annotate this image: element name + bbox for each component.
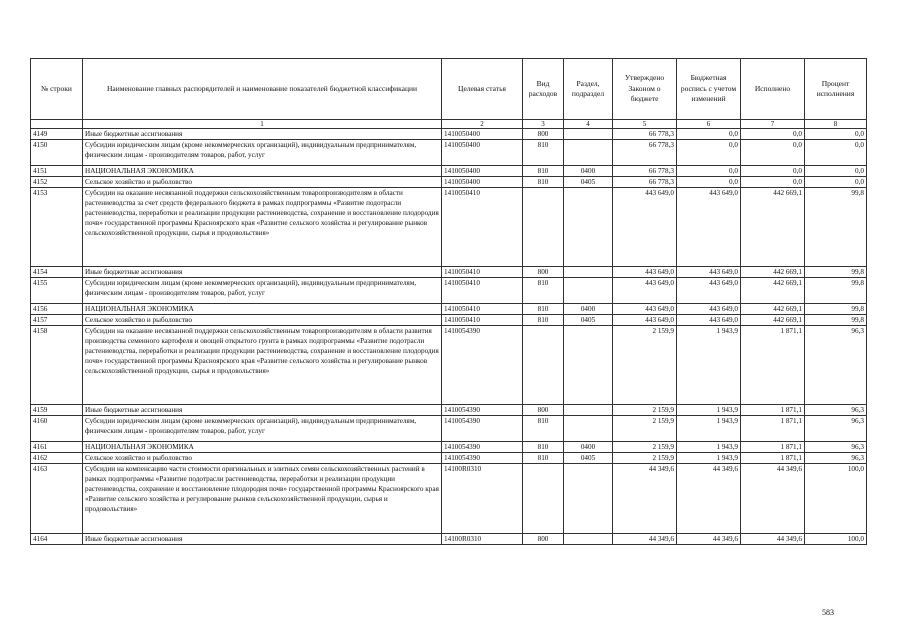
row-approved: 443 649,0	[613, 267, 677, 278]
row-section	[564, 405, 613, 416]
row-type: 810	[523, 315, 564, 326]
row-article: 1410050410	[442, 278, 523, 304]
budget-table	[30, 58, 867, 545]
row-approved: 2 159,9	[613, 442, 677, 453]
header-approved: Утверждено Законом о бюджете	[613, 59, 677, 120]
row-article: 1410050400	[442, 129, 523, 140]
row-budget: 1 943,9	[677, 405, 741, 416]
row-budget: 1 943,9	[677, 442, 741, 453]
row-executed: 0,0	[741, 166, 805, 177]
row-percent: 96,3	[805, 416, 867, 442]
row-approved: 2 159,9	[613, 405, 677, 416]
row-number: 4153	[31, 188, 83, 267]
row-executed: 442 669,1	[741, 315, 805, 326]
header-name: Наименование главных распорядителей и наименование показателей бюджетной классификации	[83, 59, 442, 120]
row-number: 4151	[31, 166, 83, 177]
row-number: 4162	[31, 453, 83, 464]
row-executed: 44 349,6	[741, 534, 805, 545]
row-number: 4157	[31, 315, 83, 326]
table-row	[31, 442, 867, 453]
table-row	[31, 405, 867, 416]
row-approved: 66 778,3	[613, 129, 677, 140]
row-name: Субсидии на оказание несвязанной поддержки сельскохозяйственным товаропроизводителям в области развития производства семенного картофеля и овощей открытого грунта в рамках подпрограммы «Развитие подотрасли растениеводства, переработки и реализации продукции растениеводства, сохранение и восстановление плодородия почв» государственной программы Красноярского края «Развитие сельского хозяйства и регулирование рынков сельскохозяйственной продукции, сырья и продовольствия»	[83, 326, 442, 405]
row-name: Субсидии на компенсацию части стоимости оригинальных и элитных семян сельскохозяйственных растений в рамках подпрограммы «Развитие подотрасли растениеводства, переработки и реализации продукции растениеводства, сохранение и восстановление плодородия почв» государственной программы Красноярского края «Развитие сельского хозяйства и регулирование рынков сельскохозяйственной продукции, сырья и продовольствия»	[83, 464, 442, 534]
row-name: Сельское хозяйство и рыболовство	[83, 453, 442, 464]
row-budget: 443 649,0	[677, 278, 741, 304]
row-approved: 44 349,6	[613, 464, 677, 534]
row-number: 4150	[31, 140, 83, 166]
row-type	[523, 326, 564, 405]
row-section	[564, 140, 613, 166]
row-budget: 1 943,9	[677, 416, 741, 442]
row-section: 0400	[564, 442, 613, 453]
header-expense-type: Вид расходов	[523, 59, 564, 120]
row-budget: 0,0	[677, 177, 741, 188]
table-row	[31, 166, 867, 177]
row-executed: 442 669,1	[741, 304, 805, 315]
row-type	[523, 464, 564, 534]
row-article: 1410054390	[442, 416, 523, 442]
row-percent: 0,0	[805, 140, 867, 166]
row-type: 810	[523, 304, 564, 315]
row-type: 810	[523, 166, 564, 177]
table-row	[31, 416, 867, 442]
row-budget: 0,0	[677, 140, 741, 166]
row-number: 4155	[31, 278, 83, 304]
row-budget: 0,0	[677, 166, 741, 177]
table-row	[31, 326, 867, 405]
row-section	[564, 188, 613, 267]
row-executed: 1 871,1	[741, 326, 805, 405]
row-name: Сельское хозяйство и рыболовство	[83, 315, 442, 326]
row-type: 810	[523, 442, 564, 453]
column-number: 5	[613, 120, 677, 129]
row-name: Иные бюджетные ассигнования	[83, 534, 442, 545]
row-executed: 442 669,1	[741, 278, 805, 304]
row-approved: 2 159,9	[613, 416, 677, 442]
row-number: 4149	[31, 129, 83, 140]
row-type: 810	[523, 416, 564, 442]
row-approved: 443 649,0	[613, 315, 677, 326]
row-number: 4158	[31, 326, 83, 405]
row-percent: 99,8	[805, 304, 867, 315]
row-budget: 1 943,9	[677, 326, 741, 405]
row-executed: 1 871,1	[741, 405, 805, 416]
table-row	[31, 129, 867, 140]
row-executed: 44 349,6	[741, 464, 805, 534]
row-approved: 2 159,9	[613, 326, 677, 405]
row-name: Иные бюджетные ассигнования	[83, 129, 442, 140]
row-name: Субсидии на оказание несвязанной поддержки сельскохозяйственным товаропроизводителям в области растениеводства за счет средств федерального бюджета в рамках подпрограммы «Развитие подотрасли растениеводства, переработки и реализации продукции растениеводства, сохранение и восстановление плодородия почв» государственной программы Красноярского края «Развитие сельского хозяйства и регулирование рынков сельскохозяйственной продукции, сырья и продовольствия»	[83, 188, 442, 267]
row-type: 800	[523, 129, 564, 140]
header-section: Раздел, подраздел	[564, 59, 613, 120]
column-number: 7	[741, 120, 805, 129]
header-executed: Исполнено	[741, 59, 805, 120]
row-executed: 0,0	[741, 140, 805, 166]
row-name: Иные бюджетные ассигнования	[83, 405, 442, 416]
row-article: 1410050410	[442, 267, 523, 278]
header-percent: Процент исполнения	[805, 59, 867, 120]
row-section	[564, 416, 613, 442]
row-approved: 443 649,0	[613, 188, 677, 267]
column-number: 4	[564, 120, 613, 129]
column-number: 2	[442, 120, 523, 129]
row-type: 800	[523, 405, 564, 416]
row-number: 4164	[31, 534, 83, 545]
row-section: 0400	[564, 304, 613, 315]
row-executed: 0,0	[741, 177, 805, 188]
row-name: Иные бюджетные ассигнования	[83, 267, 442, 278]
row-approved: 443 649,0	[613, 304, 677, 315]
row-section	[564, 278, 613, 304]
row-article: 1410054390	[442, 405, 523, 416]
row-article: 14100R0310	[442, 534, 523, 545]
row-type: 810	[523, 278, 564, 304]
row-percent: 99,8	[805, 278, 867, 304]
row-budget: 1 943,9	[677, 453, 741, 464]
row-article: 1410050410	[442, 315, 523, 326]
table-row	[31, 188, 867, 267]
row-name: НАЦИОНАЛЬНАЯ ЭКОНОМИКА	[83, 166, 442, 177]
row-section: 0405	[564, 177, 613, 188]
row-section	[564, 129, 613, 140]
row-budget: 443 649,0	[677, 267, 741, 278]
row-name: Субсидии юридическим лицам (кроме некоммерческих организаций), индивидуальным предпринимателям, физическим лицам - производителям товаров, работ, услуг	[83, 278, 442, 304]
row-section: 0400	[564, 166, 613, 177]
row-approved: 443 649,0	[613, 278, 677, 304]
row-number: 4163	[31, 464, 83, 534]
column-number-row	[31, 120, 867, 129]
row-executed: 442 669,1	[741, 267, 805, 278]
row-executed: 1 871,1	[741, 453, 805, 464]
row-name: Субсидии юридическим лицам (кроме некоммерческих организаций), индивидуальным предпринимателям, физическим лицам - производителям товаров, работ, услуг	[83, 140, 442, 166]
row-percent: 0,0	[805, 166, 867, 177]
row-number: 4161	[31, 442, 83, 453]
header-row-number: № строки	[31, 59, 83, 120]
row-section	[564, 326, 613, 405]
row-type: 810	[523, 453, 564, 464]
row-number: 4159	[31, 405, 83, 416]
row-type: 800	[523, 534, 564, 545]
row-percent: 100,0	[805, 534, 867, 545]
table-row	[31, 304, 867, 315]
row-percent: 96,3	[805, 453, 867, 464]
row-article: 1410054390	[442, 453, 523, 464]
row-percent: 96,3	[805, 326, 867, 405]
row-section: 0405	[564, 315, 613, 326]
row-approved: 66 778,3	[613, 166, 677, 177]
row-section	[564, 534, 613, 545]
table-body	[31, 129, 867, 545]
row-name: Сельское хозяйство и рыболовство	[83, 177, 442, 188]
row-percent: 99,8	[805, 188, 867, 267]
row-article: 1410050400	[442, 166, 523, 177]
header-row	[31, 59, 867, 120]
table-row	[31, 453, 867, 464]
row-section	[564, 464, 613, 534]
column-number: 6	[677, 120, 741, 129]
column-number: 8	[805, 120, 867, 129]
row-type: 810	[523, 140, 564, 166]
row-article: 14100R0310	[442, 464, 523, 534]
row-section	[564, 267, 613, 278]
row-section: 0405	[564, 453, 613, 464]
row-article: 1410050410	[442, 304, 523, 315]
column-number: 3	[523, 120, 564, 129]
row-type: 800	[523, 267, 564, 278]
row-percent: 0,0	[805, 177, 867, 188]
row-budget: 443 649,0	[677, 188, 741, 267]
row-budget: 443 649,0	[677, 315, 741, 326]
table-row	[31, 278, 867, 304]
row-number: 4160	[31, 416, 83, 442]
row-executed: 442 669,1	[741, 188, 805, 267]
row-budget: 44 349,6	[677, 534, 741, 545]
table-row	[31, 464, 867, 534]
row-approved: 66 778,3	[613, 177, 677, 188]
table-row	[31, 177, 867, 188]
header-target-article: Целевая статья	[442, 59, 523, 120]
row-budget: 44 349,6	[677, 464, 741, 534]
table-row	[31, 315, 867, 326]
row-percent: 96,3	[805, 405, 867, 416]
row-name: НАЦИОНАЛЬНАЯ ЭКОНОМИКА	[83, 304, 442, 315]
row-percent: 0,0	[805, 129, 867, 140]
row-name: НАЦИОНАЛЬНАЯ ЭКОНОМИКА	[83, 442, 442, 453]
table-row	[31, 140, 867, 166]
row-number: 4154	[31, 267, 83, 278]
row-article: 1410050400	[442, 140, 523, 166]
row-executed: 1 871,1	[741, 416, 805, 442]
header-budget-schedule: Бюджетная роспись с учетом изменений	[677, 59, 741, 120]
row-article: 1410054390	[442, 326, 523, 405]
column-number	[31, 120, 83, 129]
row-approved: 2 159,9	[613, 453, 677, 464]
row-number: 4156	[31, 304, 83, 315]
column-number: 1	[83, 120, 442, 129]
row-percent: 99,8	[805, 267, 867, 278]
row-executed: 1 871,1	[741, 442, 805, 453]
row-percent: 96,3	[805, 442, 867, 453]
row-article: 1410050410	[442, 188, 523, 267]
row-approved: 66 778,3	[613, 140, 677, 166]
row-article: 1410054390	[442, 442, 523, 453]
page-number: 583	[822, 608, 834, 617]
row-percent: 99,8	[805, 315, 867, 326]
table-row	[31, 534, 867, 545]
row-percent: 100,0	[805, 464, 867, 534]
row-article: 1410050400	[442, 177, 523, 188]
row-type	[523, 188, 564, 267]
row-name: Субсидии юридическим лицам (кроме некоммерческих организаций), индивидуальным предпринимателям, физическим лицам - производителям товаров, работ, услуг	[83, 416, 442, 442]
table-row	[31, 267, 867, 278]
row-executed: 0,0	[741, 129, 805, 140]
row-type: 810	[523, 177, 564, 188]
row-number: 4152	[31, 177, 83, 188]
row-approved: 44 349,6	[613, 534, 677, 545]
row-budget: 443 649,0	[677, 304, 741, 315]
row-budget: 0,0	[677, 129, 741, 140]
